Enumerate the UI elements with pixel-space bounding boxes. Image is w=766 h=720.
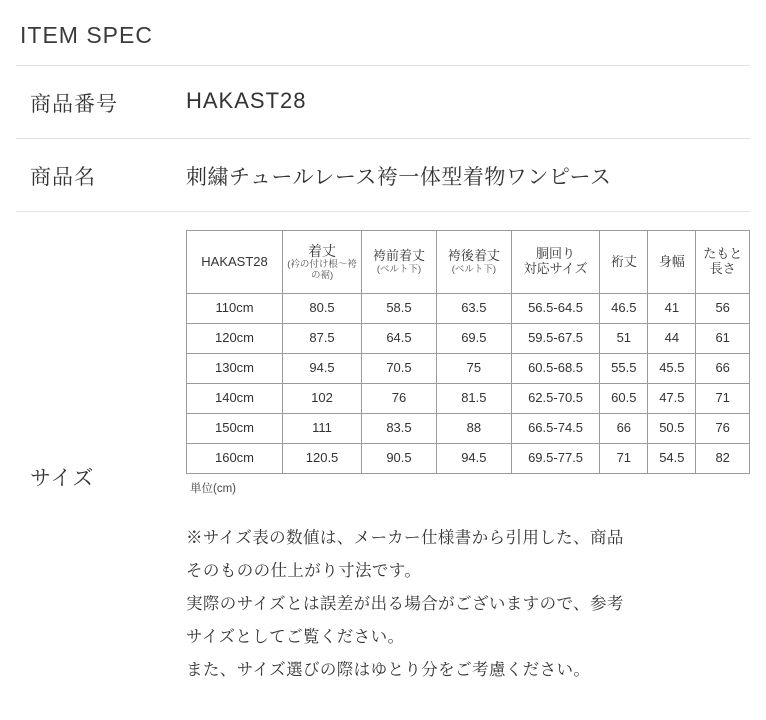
table-cell: 69.5 (436, 324, 511, 354)
table-row (187, 294, 750, 324)
table-cell: 71 (600, 444, 648, 474)
size-content (186, 212, 750, 687)
header-main-text: 着丈 (308, 242, 337, 259)
header-sub-text: (ベルト下) (451, 263, 497, 275)
header-main-text: 袴後着丈 (447, 247, 500, 263)
spec-label-item-name: 商品名 (30, 166, 96, 189)
spec-row-item-number (16, 66, 750, 139)
size-note-line: 実際のサイズとは誤差が出る場合がございますので、参考 (186, 595, 624, 613)
size-notes (186, 522, 750, 687)
size-table-body (187, 294, 750, 474)
table-cell: 88 (436, 414, 511, 444)
spec-label-size: サイズ (30, 467, 95, 490)
size-table-head (187, 231, 750, 294)
spec-label-item-number: 商品番号 (30, 93, 118, 116)
table-cell: 54.5 (648, 444, 696, 474)
table-header-cell (648, 231, 696, 294)
table-cell: 111 (283, 414, 362, 444)
table-header-cell (696, 231, 750, 294)
table-cell: 55.5 (600, 354, 648, 384)
header-main-text: 裄丈 (610, 253, 637, 269)
table-cell: 71 (696, 384, 750, 414)
header-sub-text: 対応サイズ (523, 261, 588, 276)
table-cell: 70.5 (362, 354, 437, 384)
size-note-line: サイズとしてご覧ください。 (186, 628, 405, 646)
table-cell: 59.5-67.5 (511, 324, 599, 354)
table-cell: 75 (436, 354, 511, 384)
table-row (187, 414, 750, 444)
table-cell: 94.5 (436, 444, 511, 474)
table-cell: 61 (696, 324, 750, 354)
table-row (187, 444, 750, 474)
table-cell: 82 (696, 444, 750, 474)
table-cell: 44 (648, 324, 696, 354)
header-sub-text: 長さ (709, 261, 736, 276)
size-note-line: そのものの仕上がり寸法です。 (186, 562, 422, 580)
spec-value-item-number: HAKAST28 (186, 88, 307, 113)
table-cell: 50.5 (648, 414, 696, 444)
table-cell: 160cm (187, 444, 283, 474)
spec-value-item-name: 刺繍チュールレース袴一体型着物ワンピース (186, 166, 612, 189)
page-title: ITEM SPEC (20, 22, 153, 48)
table-cell: 56.5-64.5 (511, 294, 599, 324)
table-cell: 46.5 (600, 294, 648, 324)
header-main-text: 身幅 (658, 253, 685, 269)
spec-row-size (16, 212, 750, 687)
header-main-text: たもと (703, 246, 743, 262)
table-row (187, 384, 750, 414)
table-row (187, 354, 750, 384)
table-cell: 66 (600, 414, 648, 444)
table-cell: 58.5 (362, 294, 437, 324)
table-cell: 120cm (187, 324, 283, 354)
table-cell: 140cm (187, 384, 283, 414)
table-cell: 66 (696, 354, 750, 384)
table-cell: 56 (696, 294, 750, 324)
header-main-text: 胴回り (536, 246, 576, 262)
spec-row-item-name (16, 139, 750, 212)
table-cell: 62.5-70.5 (511, 384, 599, 414)
table-cell: 76 (696, 414, 750, 444)
table-header-cell (511, 231, 599, 294)
table-cell: 60.5 (600, 384, 648, 414)
table-cell: 120.5 (283, 444, 362, 474)
table-cell: 47.5 (648, 384, 696, 414)
table-header-cell (436, 231, 511, 294)
table-cell: 130cm (187, 354, 283, 384)
table-cell: 87.5 (283, 324, 362, 354)
table-row (187, 324, 750, 354)
table-cell: 45.5 (648, 354, 696, 384)
header-main-text: HAKAST28 (201, 253, 268, 269)
table-header-row (187, 231, 750, 294)
table-cell: 41 (648, 294, 696, 324)
table-cell: 83.5 (362, 414, 437, 444)
size-table (186, 230, 750, 474)
table-cell: 69.5-77.5 (511, 444, 599, 474)
table-cell: 76 (362, 384, 437, 414)
table-header-cell (362, 231, 437, 294)
header-sub-text: (衿の付け根〜袴の裾) (287, 258, 357, 281)
table-cell: 51 (600, 324, 648, 354)
size-note-line: また、サイズ選びの際はゆとり分をご考慮ください。 (186, 661, 591, 679)
table-cell: 110cm (187, 294, 283, 324)
table-cell: 90.5 (362, 444, 437, 474)
table-cell: 94.5 (283, 354, 362, 384)
table-header-cell (187, 231, 283, 294)
table-cell: 102 (283, 384, 362, 414)
table-header-cell (283, 231, 362, 294)
table-cell: 60.5-68.5 (511, 354, 599, 384)
table-cell: 150cm (187, 414, 283, 444)
table-cell: 81.5 (436, 384, 511, 414)
table-cell: 63.5 (436, 294, 511, 324)
size-unit-note: 単位(cm) (190, 483, 236, 495)
size-note-line: ※サイズ表の数値は、メーカー仕様書から引用した、商品 (186, 529, 624, 547)
table-cell: 80.5 (283, 294, 362, 324)
table-header-cell (600, 231, 648, 294)
header-sub-text: (ベルト下) (376, 263, 422, 275)
table-cell: 64.5 (362, 324, 437, 354)
header-main-text: 袴前着丈 (372, 247, 425, 263)
table-cell: 66.5-74.5 (511, 414, 599, 444)
